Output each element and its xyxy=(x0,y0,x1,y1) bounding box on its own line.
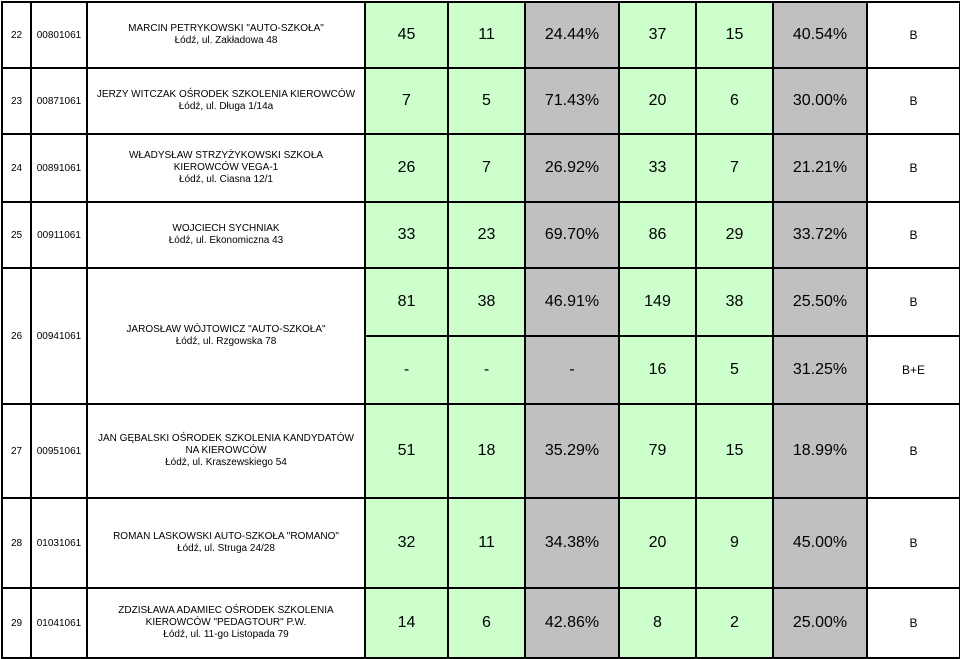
school-name-line: NA KIEROWCÓW xyxy=(185,445,267,456)
school-code-cell: 01031061 xyxy=(31,498,87,588)
theory-passed-cell: 6 xyxy=(448,588,525,658)
row-number-cell: 24 xyxy=(2,134,31,202)
practice-attempts-cell: 79 xyxy=(619,404,696,498)
school-code-cell: 00911061 xyxy=(31,202,87,268)
school-name-cell xyxy=(87,134,365,202)
theory-attempts-cell: 81 xyxy=(365,268,448,336)
row-number-cell: 26 xyxy=(2,268,31,404)
license-category-cell: B xyxy=(867,2,960,68)
theory-pass-rate-cell: 35.29% xyxy=(525,404,619,498)
practice-pass-rate-cell: 45.00% xyxy=(773,498,867,588)
practice-pass-rate-cell: 18.99% xyxy=(773,404,867,498)
practice-attempts-cell: 16 xyxy=(619,336,696,404)
license-category-cell: B xyxy=(867,498,960,588)
school-name-line: WOJCIECH SYCHNIAK xyxy=(172,223,280,234)
practice-passed-cell: 7 xyxy=(696,134,773,202)
table-row xyxy=(2,404,960,498)
school-name-line: ZDZISŁAWA ADAMIEC OŚRODEK SZKOLENIA xyxy=(118,605,334,616)
license-category-cell: B xyxy=(867,202,960,268)
practice-pass-rate-cell: 33.72% xyxy=(773,202,867,268)
practice-pass-rate-cell: 25.00% xyxy=(773,588,867,658)
theory-passed-cell: 11 xyxy=(448,2,525,68)
license-category-cell: B xyxy=(867,404,960,498)
theory-attempts-cell: 51 xyxy=(365,404,448,498)
practice-attempts-cell: 149 xyxy=(619,268,696,336)
practice-passed-cell: 15 xyxy=(696,2,773,68)
school-code-cell: 00941061 xyxy=(31,268,87,404)
theory-attempts-cell: 33 xyxy=(365,202,448,268)
table-row xyxy=(2,202,960,268)
school-name-cell xyxy=(87,588,365,658)
theory-attempts-cell: 45 xyxy=(365,2,448,68)
school-code-cell: 00801061 xyxy=(31,2,87,68)
practice-pass-rate-cell: 21.21% xyxy=(773,134,867,202)
row-number-cell: 28 xyxy=(2,498,31,588)
license-category-cell: B xyxy=(867,588,960,658)
school-name-line: Łódź, ul. Zakładowa 48 xyxy=(174,35,278,46)
practice-passed-cell: 2 xyxy=(696,588,773,658)
practice-pass-rate-cell: 25.50% xyxy=(773,268,867,336)
school-name-line: Łódź, ul. Struga 24/28 xyxy=(177,543,275,554)
theory-passed-cell: 5 xyxy=(448,68,525,134)
row-number-cell: 29 xyxy=(2,588,31,658)
license-category-cell: B xyxy=(867,268,960,336)
table-row xyxy=(2,588,960,658)
practice-attempts-cell: 37 xyxy=(619,2,696,68)
theory-pass-rate-cell: 24.44% xyxy=(525,2,619,68)
table-row xyxy=(2,268,960,336)
practice-passed-cell: 9 xyxy=(696,498,773,588)
theory-passed-cell: 18 xyxy=(448,404,525,498)
school-name-cell xyxy=(87,498,365,588)
school-name-line: Łódź, ul. Długa 1/14a xyxy=(178,101,274,112)
school-name-line: Łódź, ul. 11-go Listopada 79 xyxy=(163,629,289,640)
theory-attempts-cell: - xyxy=(365,336,448,404)
row-number-cell: 23 xyxy=(2,68,31,134)
school-name-cell xyxy=(87,68,365,134)
school-name-line: JAROSŁAW WÓJTOWICZ "AUTO-SZKOŁA" xyxy=(126,324,326,335)
school-name-line: Łódź, ul. Rzgowska 78 xyxy=(175,336,277,347)
practice-pass-rate-cell: 31.25% xyxy=(773,336,867,404)
school-name-line: Łódź, ul. Ekonomiczna 43 xyxy=(168,235,284,246)
theory-passed-cell: 11 xyxy=(448,498,525,588)
license-category-cell: B xyxy=(867,68,960,134)
school-name-line: MARCIN PETRYKOWSKI "AUTO-SZKOŁA" xyxy=(128,23,324,34)
theory-pass-rate-cell: 42.86% xyxy=(525,588,619,658)
theory-pass-rate-cell: 34.38% xyxy=(525,498,619,588)
practice-passed-cell: 29 xyxy=(696,202,773,268)
school-name-line: KIEROWCÓW VEGA-1 xyxy=(173,162,279,173)
results-body xyxy=(2,2,960,658)
license-category-cell: B xyxy=(867,134,960,202)
school-name-line: WŁADYSŁAW STRZYŻYKOWSKI SZKOŁA xyxy=(128,150,324,161)
theory-pass-rate-cell: 46.91% xyxy=(525,268,619,336)
practice-passed-cell: 5 xyxy=(696,336,773,404)
school-name-line: KIEROWCÓW "PEDAGTOUR" P.W. xyxy=(145,617,307,628)
theory-attempts-cell: 26 xyxy=(365,134,448,202)
practice-attempts-cell: 20 xyxy=(619,498,696,588)
theory-attempts-cell: 7 xyxy=(365,68,448,134)
practice-passed-cell: 15 xyxy=(696,404,773,498)
school-name-cell xyxy=(87,2,365,68)
theory-attempts-cell: 32 xyxy=(365,498,448,588)
practice-passed-cell: 38 xyxy=(696,268,773,336)
practice-pass-rate-cell: 30.00% xyxy=(773,68,867,134)
school-code-cell: 01041061 xyxy=(31,588,87,658)
results-table xyxy=(1,1,960,659)
table-row xyxy=(2,498,960,588)
practice-attempts-cell: 20 xyxy=(619,68,696,134)
school-name-cell xyxy=(87,268,365,404)
table-row xyxy=(2,68,960,134)
school-name-line: ROMAN LASKOWSKI AUTO-SZKOŁA "ROMANO" xyxy=(113,531,339,542)
practice-pass-rate-cell: 40.54% xyxy=(773,2,867,68)
theory-pass-rate-cell: 26.92% xyxy=(525,134,619,202)
school-name-line: Łódź, ul. Kraszewskiego 54 xyxy=(165,457,287,468)
theory-passed-cell: 7 xyxy=(448,134,525,202)
row-number-cell: 25 xyxy=(2,202,31,268)
theory-pass-rate-cell: - xyxy=(525,336,619,404)
theory-pass-rate-cell: 69.70% xyxy=(525,202,619,268)
school-code-cell: 00891061 xyxy=(31,134,87,202)
table-row xyxy=(2,134,960,202)
school-name-line: Łódź, ul. Ciasna 12/1 xyxy=(179,174,273,185)
practice-attempts-cell: 8 xyxy=(619,588,696,658)
theory-pass-rate-cell: 71.43% xyxy=(525,68,619,134)
practice-attempts-cell: 33 xyxy=(619,134,696,202)
license-category-cell: B+E xyxy=(867,336,960,404)
theory-passed-cell: 23 xyxy=(448,202,525,268)
theory-passed-cell: 38 xyxy=(448,268,525,336)
table-row xyxy=(2,2,960,68)
row-number-cell: 27 xyxy=(2,404,31,498)
practice-attempts-cell: 86 xyxy=(619,202,696,268)
school-name-cell xyxy=(87,404,365,498)
school-name-cell xyxy=(87,202,365,268)
school-code-cell: 00871061 xyxy=(31,68,87,134)
school-name-line: JAN GĘBALSKI OŚRODEK SZKOLENIA KANDYDATÓW xyxy=(98,433,354,444)
practice-passed-cell: 6 xyxy=(696,68,773,134)
row-number-cell: 22 xyxy=(2,2,31,68)
school-name-line: JERZY WITCZAK OŚRODEK SZKOLENIA KIEROWCÓW xyxy=(96,89,356,100)
theory-attempts-cell: 14 xyxy=(365,588,448,658)
school-code-cell: 00951061 xyxy=(31,404,87,498)
theory-passed-cell: - xyxy=(448,336,525,404)
